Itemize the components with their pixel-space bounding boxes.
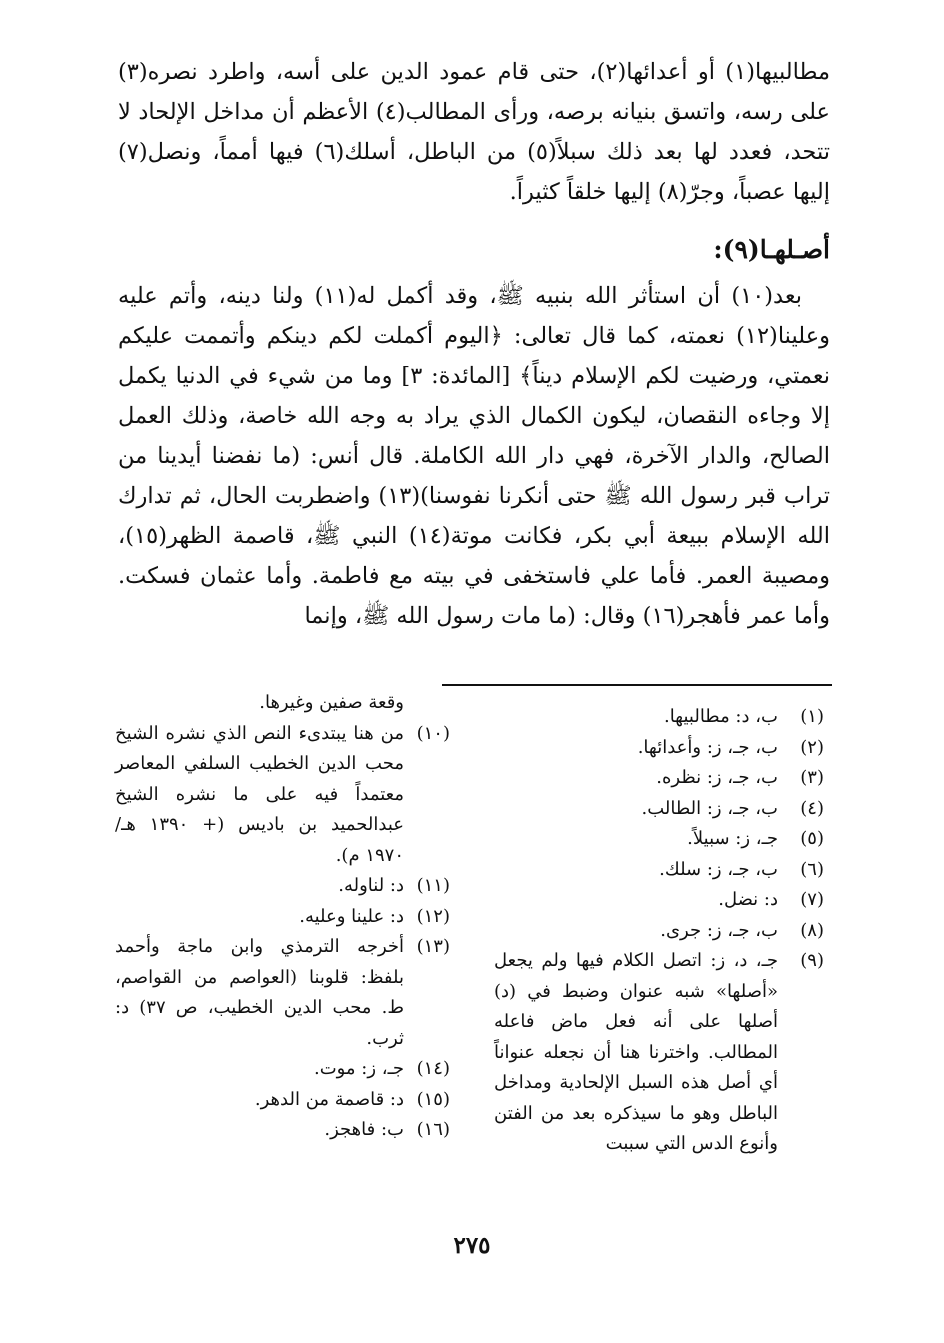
footnote — [494, 763, 824, 794]
footnote-text: من هنا يبتدىء النص الذي نشره الشيخ محب الدين الخطيب السلفي المعاصر معتمداً فيه على ما نشره الشيخ عبدالحميد بن باديس (+ ١٣٩٠ هـ/ ١٩٧٠ م). — [115, 722, 404, 866]
page-body — [118, 52, 830, 636]
footnote-text: ب، جـ، ز: وأعدائها. — [637, 736, 778, 758]
footnote-text: ب، جـ، ز: نظره. — [656, 767, 778, 788]
footnote-text: ب، جـ، ز: جرى. — [660, 919, 778, 941]
footnote — [494, 916, 824, 947]
footnote-text: ب: فاهجز. — [324, 1119, 404, 1140]
paragraph-intro: مطالبيها(١) أو أعدائها(٢)، حتى قام عمود الدين على أسه، واطرد نصره(٣) على رسه، واتسق بنيانه برصه، ورأى المطالب(٤) الأعظم أن مداخل الإلحاد لا تتحد، فعدد لها بعد ذلك سبلاً(٥) من الباطل، أسلك(٦) فيها أمماً، ونصل(٧) إليها عصباً، وجرّ(٨) إليها خلقاً كثيراً. — [118, 59, 831, 205]
footnote — [115, 1115, 450, 1146]
footnote — [115, 1054, 450, 1085]
footnote-number: (١) — [800, 706, 824, 727]
paragraph-origin: بعد(١٠) أن استأثر الله بنبيه ﷺ، وقد أكمل له(١١) ولنا دينه، وأتم عليه وعلينا(١٢) نعمته، كما قال تعالى: ﴿اليوم أكملت لكم دينكم وأتممت عليكم نعمتي، ورضيت لكم الإسلام ديناً﴾ [المائدة: ٣] وما من شيء في الدنيا يكمل إلا وجاءه النقصان، ليكون الكمال الذي يراد به وجه الله خاصة، وذلك العمل الصالح، والدار الآخرة، فهي دار الله الكاملة. قال أنس: (ما نفضنا أيدينا من تراب قبر رسول الله ﷺ حتى أنكرنا نفوسنا)(١٣) واضطربت الحال، ثم تدارك الله الإسلام ببيعة أبي بكر، فكانت موتة(١٤) النبي ﷺ، قاصمة الظهر(١٥)، ومصيبة العمر. فأما علي فاستخفى في بيته مع فاطمة. وأما عثمان فسكت. وأما عمر فأهجر(١٦) وقال: (ما مات رسول الله ﷺ، وإنما — [118, 283, 830, 629]
footnote-text: د: لناوله. — [338, 875, 404, 896]
footnote — [494, 733, 824, 764]
footnote — [494, 946, 824, 1160]
footnote — [494, 824, 824, 855]
footnote-number: (١٥) — [416, 1088, 450, 1110]
footnote-text: د: قاصمة من الدهر. — [254, 1088, 404, 1110]
footnote-text: أخرجه الترمذي وابن ماجة وأحمد بلفظ: قلوبنا (العواصم من القواصم، ط. محب الدين الخطيب، ص ٣٧) د: ثرب. — [115, 936, 404, 1049]
footnote-separator — [442, 684, 832, 686]
footnote-number: (٤) — [800, 797, 824, 819]
footnote-number: (١١) — [416, 875, 450, 896]
footnote-number: (١٠) — [416, 722, 450, 744]
footnote-number: (٩) — [800, 950, 824, 971]
footnote-text: ب، جـ، ز: سلك. — [659, 858, 778, 880]
footnotes-left-column — [115, 688, 450, 1146]
main-text — [118, 52, 830, 636]
footnote — [115, 902, 450, 933]
footnote-number: (٧) — [800, 889, 824, 910]
footnote-number: (١٤) — [416, 1058, 450, 1079]
page-number: ٢٧٥ — [453, 1232, 491, 1259]
footnote-text: ب، د: مطالبيها. — [663, 706, 778, 727]
footnote-text: جـ، د، ز: اتصل الكلام فيها ولم يجعل «أصلها» شبه عنوان وضبط في (د) أصلها على أنه فعل ماض فاعله المطالب. واخترنا هنا أن نجعله عنواناً أي أصل هذه السبل الإلحادية ومداخل الباطل وهو ما سيذكره بعد من الفتن وأنوع الدس التي سببت — [494, 950, 778, 1154]
footnote-number: (١٢) — [416, 905, 450, 927]
footnote — [494, 855, 824, 886]
footnote-text: جـ، ز: موت. — [313, 1058, 404, 1079]
footnote-number: (١٣) — [416, 936, 450, 957]
footnotes-right-column — [494, 702, 824, 1160]
footnote-number: (٨) — [800, 919, 824, 941]
footnote-text: د: نضل. — [718, 889, 778, 910]
footnote-text: جـ، ز: سبيلاً. — [687, 828, 778, 849]
footnote — [494, 794, 824, 825]
footnote-number: (١٦) — [416, 1119, 450, 1140]
footnote-text: ب، جـ، ز: الطالب. — [641, 797, 778, 819]
footnote — [115, 1085, 450, 1116]
footnote — [494, 702, 824, 733]
footnote-text: د: علينا وعليه. — [299, 905, 404, 927]
footnote-number: (٣) — [800, 767, 824, 788]
footnote — [115, 719, 450, 872]
footnote-number: (٢) — [800, 736, 824, 758]
section-heading: أصـلهـا(٩): — [713, 235, 830, 264]
footnote — [115, 932, 450, 1054]
footnote-number: (٥) — [800, 828, 824, 849]
footnote-number: (٦) — [800, 858, 824, 880]
footnote-continuation: وقعة صفين وغيرها. — [259, 692, 404, 713]
footnote — [494, 885, 824, 916]
footnote — [115, 871, 450, 902]
